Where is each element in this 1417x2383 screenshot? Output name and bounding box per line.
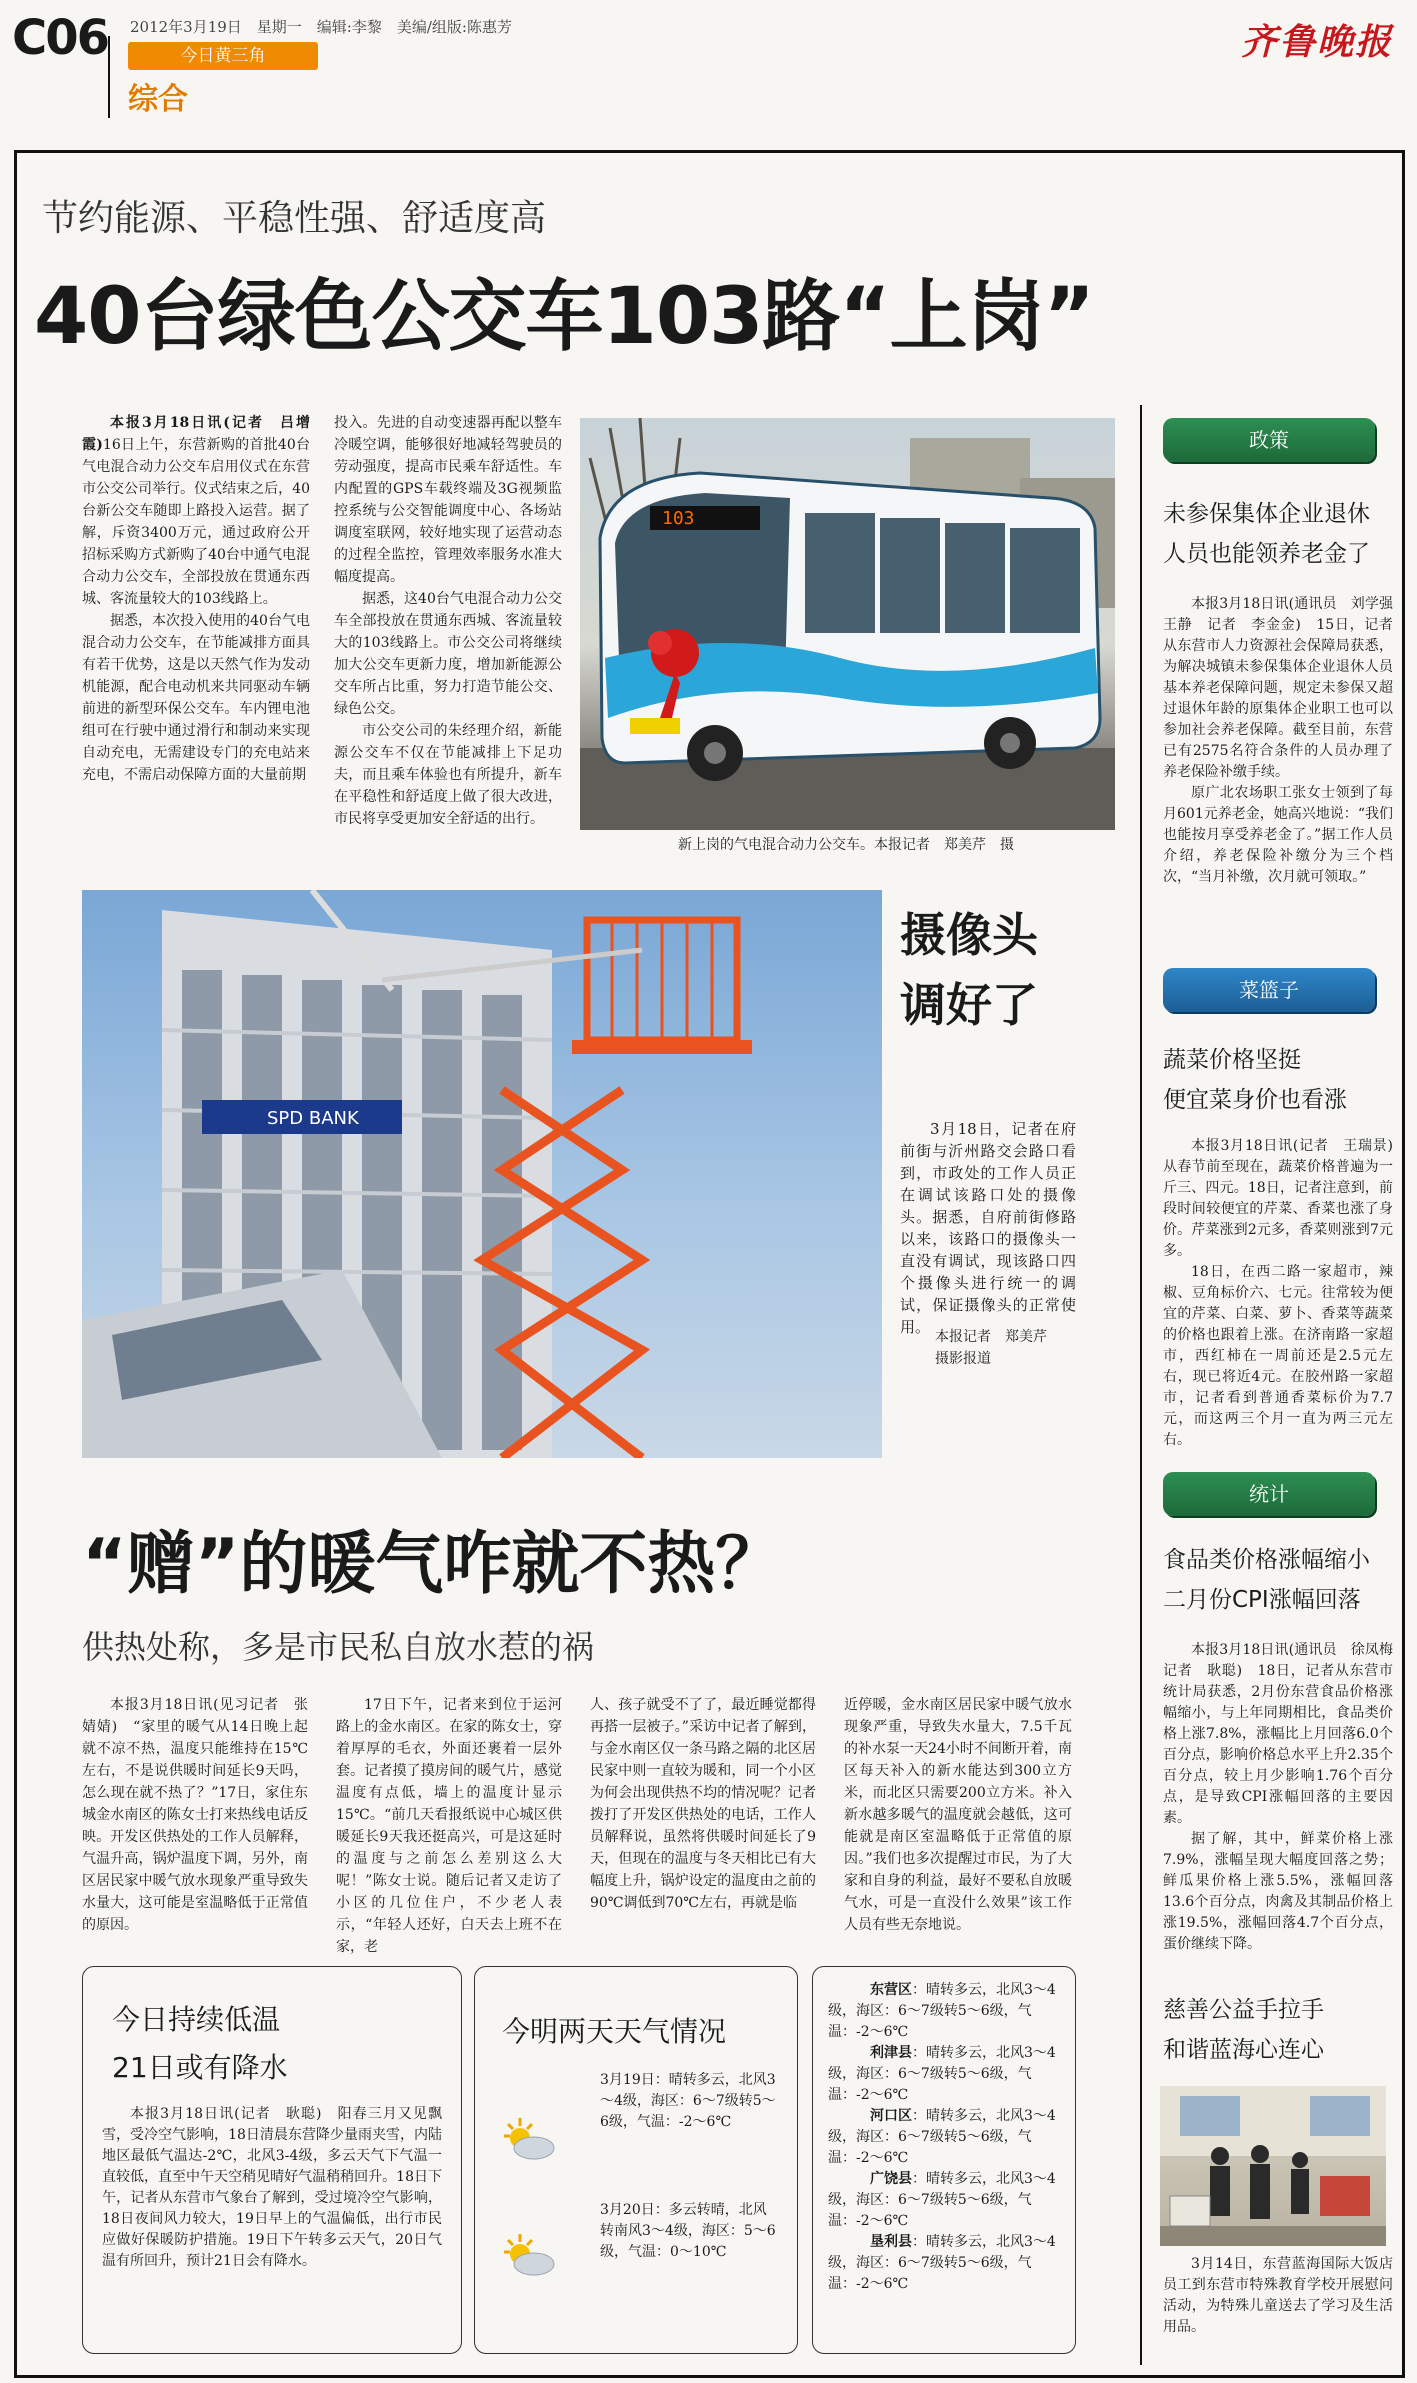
charity-photo-illustration <box>1160 2086 1386 2246</box>
stats-paragraph: 本报3月18日讯(通讯员 徐凤梅 记者 耿聪) 18日，记者从东营市统计局获悉，2月份东营食品价格涨幅缩小，与上年同期相比，食品类价格上涨7.8%，涨幅比上月回落6.0个百分点，影响价格总水平上升2.35个百分点，较上月少影响1.76个百分点，是导致CPI涨幅回落的主要因素。 <box>1163 1642 1407 1826</box>
charity-caption: 3月14日，东营蓝海国际大饭店员工到东营市特殊教育学校开展慰问活动，为特殊儿童送去了学习及生活用品。 <box>1163 2256 1393 2335</box>
sun-cloud-icon <box>498 2116 558 2162</box>
camera-headline-line: 摄像头 <box>900 908 1038 962</box>
lead-paragraph: 16日上午，东营新购的首批40台气电混合动力公交车启用仪式在东营市公交公司举行。仪式结束之后，40台新公交车随即上路投入运营。据了解，斥资3400万元，通过政府公开招标采购方式新购了40台中通气电混合动力公交车，全部投放在贯通东西城、客流量较大的103线路上。 <box>82 437 311 607</box>
policy-headline-line: 人员也能领养老金了 <box>1163 541 1370 567</box>
charity-headline-line: 慈善公益手拉手 <box>1163 1997 1324 2023</box>
district-list <box>828 1980 1062 2295</box>
veg-paragraph: 本报3月18日讯(记者 王瑞景) 从春节前至现在，蔬菜价格普遍为一斤三、四元。18日，记者注意到，前段时间较便宜的芹菜、香菜也涨了身价。芹菜涨到2元多，香菜则涨到7元多。 <box>1163 1138 1407 1259</box>
lead-kicker: 节约能源、平稳性强、舒适度高 <box>42 198 547 239</box>
camera-headline <box>900 900 1038 1040</box>
page-number: C06 <box>12 10 109 66</box>
district-name: 东营区 <box>870 1982 912 1998</box>
district-forecast: ：晴转多云，北风3～4级，海区：6～7级转5～6级，气温：-2～6℃ <box>828 2108 1056 2166</box>
heating-column-2: 17日下午，记者来到位于运河路上的金水南区。在家的陈女士，穿着厚厚的毛衣，外面还裹着一层外套。记者摸了摸房间的暖气片，感觉温度有点低，墙上的温度计显示15℃。“前几天看报纸说中心城区供暖延长9天我还挺高兴，可是这延时的温度与之前怎么差别这么大呢！”陈女士说。随后记者又走访了小区的几位住户，不少老人表示，“年轻人还好，白天去上班不在家，老 <box>336 1697 562 1955</box>
cold-headline-line: 21日或有降水 <box>112 2051 288 2084</box>
date-line: 2012年3月19日 星期一 编辑:李黎 美编/组版:陈惠芳 <box>130 18 512 36</box>
stats-headline-line: 食品类价格涨幅缩小 <box>1163 1547 1370 1573</box>
heating-headline: “赠”的暖气咋就不热？ <box>82 1525 784 1604</box>
bus-illustration <box>580 418 1115 830</box>
policy-body <box>1163 594 1407 888</box>
camera-credit-line: 摄影报道 <box>935 1351 991 1367</box>
stats-headline <box>1163 1540 1393 1620</box>
policy-headline <box>1163 494 1393 574</box>
veg-headline-line: 蔬菜价格坚挺 <box>1163 1047 1301 1073</box>
charity-photo <box>1160 2086 1386 2246</box>
cold-body: 本报3月18日讯(记者 耿聪) 阳春三月又见飘雪，受冷空气影响，18日清晨东营降少量雨夹雪，内陆地区最低气温达-2℃，北风3-4级，多云天气下气温一直较低，直至中午天空稍见晴好气温稍稍回升。18日下午，记者从东营市气象台了解到，受过境冷空气影响，18日夜间风力较大，19日早上的气温偏低，出行市民应做好保暖防护措施。19日下午转多云天气，20日气温有所回升，预计21日会有降水。 <box>102 2106 442 2269</box>
district-item <box>828 1980 1062 2043</box>
cold-headline <box>112 1996 288 2092</box>
charity-headline-line: 和谐蓝海心连心 <box>1163 2037 1324 2063</box>
newspaper-masthead: 齐鲁晚报 <box>1240 21 1393 63</box>
veg-headline <box>1163 1040 1393 1120</box>
sun-cloud-icon <box>498 2232 558 2278</box>
sidebar-divider <box>1140 405 1142 2365</box>
lead-paragraph: 投入。先进的自动变速器再配以整车冷暖空调，能够很好地减轻驾驶员的劳动强度，提高市民乘车舒适性。车内配置的GPS车载终端及3G视频监控系统与公交智能调度中心、各场站调度室联网，较好地实现了运营动态的过程全监控，管理效率服务水准大幅度提高。 <box>334 415 562 585</box>
district-name: 广饶县 <box>870 2171 912 2187</box>
tab-statistics: 统计 <box>1163 1472 1375 1516</box>
heating-column-3: 人、孩子就受不了了，最近睡觉都得再搭一层被子。”采访中记者了解到，与金水南区仅一条马路之隔的北区居民家中则一直较为暖和，同一个小区为何会出现供热不均的情况呢？记者拨打了开发区供热处的电话，工作人员解释说，虽然将供暖时间延长了9天，但现在的温度与冬天相比已有大幅度上升，锅炉设定的温度由之前的90℃调低到70℃左右，再就是临 <box>590 1697 816 1911</box>
policy-paragraph: 原广北农场职工张女士领到了每月601元养老金，她高兴地说：“我们也能按月享受养老金了。”据工作人员介绍，养老保险补缴分为三个档次，“当月补缴，次月就可领取。” <box>1163 785 1393 885</box>
lead-column-1 <box>82 412 310 786</box>
policy-headline-line: 未参保集体企业退休 <box>1163 501 1370 527</box>
header-divider <box>108 36 110 118</box>
tab-policy: 政策 <box>1163 418 1375 462</box>
tab-vegetable-basket: 菜篮子 <box>1163 968 1375 1012</box>
stats-body <box>1163 1640 1407 1955</box>
heating-column-1: 本报3月18日讯(见习记者 张婧婧) “家里的暖气从14日晚上起就不凉不热，温度只能维持在15℃左右，不是说供暖时间延长9天吗，怎么现在就不热了？”17日，家住东城金水南区的陈女士打来热线电话反映。开发区供热处的工作人员解释，气温升高，锅炉温度下调，另外，南区居民家中暖气放水现象严重导致失水量大，这可能是室温略低于正常值的原因。 <box>82 1697 308 1933</box>
lead-paragraph: 据悉，本次投入使用的40台气电混合动力公交车，在节能减排方面具有若干优势，这是以天然气作为发动机能源，配合电动机来共同驱动车辆前进的新型环保公交车。车内锂电池组可在行驶中通过滑行和制动来实现自动充电，无需建设专门的充电站来充电，不需启动保障方面的大量前期 <box>82 613 310 783</box>
charity-headline <box>1163 1990 1393 2070</box>
district-forecast: ：晴转多云，北风3～4级，海区：6～7级转5～6级，气温：-2～6℃ <box>828 2234 1056 2292</box>
two-day-title: 今明两天天气情况 <box>502 2015 727 2048</box>
bus-photo <box>580 418 1115 830</box>
lead-column-2 <box>334 412 562 830</box>
stats-headline-line: 二月份CPI涨幅回落 <box>1163 1587 1361 1613</box>
two-day-day2: 3月20日：多云转晴，北风转南风3～4级，海区：5～6级，气温：0～10℃ <box>600 2202 776 2260</box>
heating-subhead: 供热处称，多是市民私自放水惹的祸 <box>82 1628 595 1666</box>
column-tag: 今日黄三角 <box>128 42 318 70</box>
district-item <box>828 2232 1062 2295</box>
lead-paragraph: 据悉，这40台气电混合动力公交车全部投放在贯通东西城、客流量较大的103线路上。市公交公司将继续加大公交车更新力度，增加新能源公交车所占比重，努力打造节能公交、绿色公交。 <box>334 591 562 717</box>
two-day-day1: 3月19日：晴转多云，北风3～4级，海区：6～7级转5～6级，气温：-2～6℃ <box>600 2072 776 2130</box>
district-name: 河口区 <box>870 2108 912 2124</box>
veg-paragraph: 18日，在西二路一家超市，辣椒、豆角标价六、七元。往常较为便宜的芹菜、白菜、萝卜、香菜等蔬菜的价格也跟着上涨。在济南路一家超市，西红柿在一周前还是2.5元左右，现已将近4元。在胶州路一家超市，记者看到普通香菜标价为7.7元，而这两三个月一直为两三元左右。 <box>1163 1264 1393 1448</box>
camera-credit <box>935 1326 1047 1370</box>
heating-column-4: 近停暖，金水南区居民家中暖气放水现象严重，导致失水量大，7.5千瓦的补水泵一天24小时不间断开着，南区每天补入的新水能达到300立方米，而北区只需要200立方米。补入新水越多暖气的温度就会越低，这可能就是南区室温略低于正常值的原因。”我们也多次提醒过市民，为了大家和自身的利益，最好不要私自放暖气水，可是一直没什么效果”该工作人员有些无奈地说。 <box>844 1697 1072 1933</box>
district-item <box>828 2169 1062 2232</box>
lead-paragraph: 市公交公司的朱经理介绍，新能源公交车不仅在节能减排上下足功夫，而且乘车体验也有所提升，新车在平稳性和舒适度上做了很大改进，市民将享受更加安全舒适的出行。 <box>334 723 562 827</box>
district-forecast: ：晴转多云，北风3～4级，海区：6～7级转5～6级，气温：-2～6℃ <box>828 2045 1056 2103</box>
stats-paragraph: 据了解，其中，鲜菜价格上涨7.9%，涨幅呈现大幅度回落之势；鲜瓜果价格上涨5.5%，涨幅回落13.6个百分点，肉禽及其制品价格上涨19.5%，涨幅回落4.7个百分点，蛋价继续下降。 <box>1163 1831 1393 1952</box>
cold-headline-line: 今日持续低温 <box>112 2003 281 2036</box>
bank-sign: SPD BANK <box>267 1108 359 1129</box>
camera-credit-line: 本报记者 郑美芹 <box>935 1329 1047 1345</box>
bus-route-sign: 103 <box>662 508 695 529</box>
district-name: 利津县 <box>870 2045 912 2061</box>
veg-body <box>1163 1136 1407 1451</box>
bus-photo-caption: 新上岗的气电混合动力公交车。本报记者 郑美芹 摄 <box>678 837 1014 853</box>
district-name: 垦利县 <box>870 2234 912 2250</box>
scissor-lift-illustration <box>82 890 882 1458</box>
policy-paragraph: 本报3月18日讯(通讯员 刘学强 王静 记者 李金金) 15日，记者从东营市人力资源社会保障局获悉，为解决城镇未参保集体企业退休人员基本养老保障问题，规定未参保又超过退休年龄的原集体企业职工也可以参加社会养老保障。截至目前，东营已有2575名符合条件的人员办理了养老保险补缴手续。 <box>1163 596 1407 780</box>
lead-headline: 40台绿色公交车103路“上岗” <box>34 272 1094 362</box>
lead-byline: 本报3月18日讯(记者 吕增霞) <box>82 415 310 453</box>
district-forecast: ：晴转多云，北风3～4级，海区：6～7级转5～6级，气温：-2～6℃ <box>828 1982 1056 2040</box>
district-forecast: ：晴转多云，北风3～4级，海区：6～7级转5～6级，气温：-2～6℃ <box>828 2171 1056 2229</box>
veg-headline-line: 便宜菜身价也看涨 <box>1163 1087 1347 1113</box>
section-name: 综合 <box>128 82 188 117</box>
camera-body: 3月18日，记者在府前街与沂州路交会路口看到，市政处的工作人员正在调试该路口处的摄像头。据悉，自府前街修路以来，该路口的摄像头一直没有调试，现该路口四个摄像头进行统一的调试，保证摄像头的正常使用。 <box>900 1120 1076 1336</box>
district-item <box>828 2106 1062 2169</box>
district-item <box>828 2043 1062 2106</box>
camera-photo <box>82 890 882 1458</box>
camera-headline-line: 调好了 <box>900 978 1038 1032</box>
